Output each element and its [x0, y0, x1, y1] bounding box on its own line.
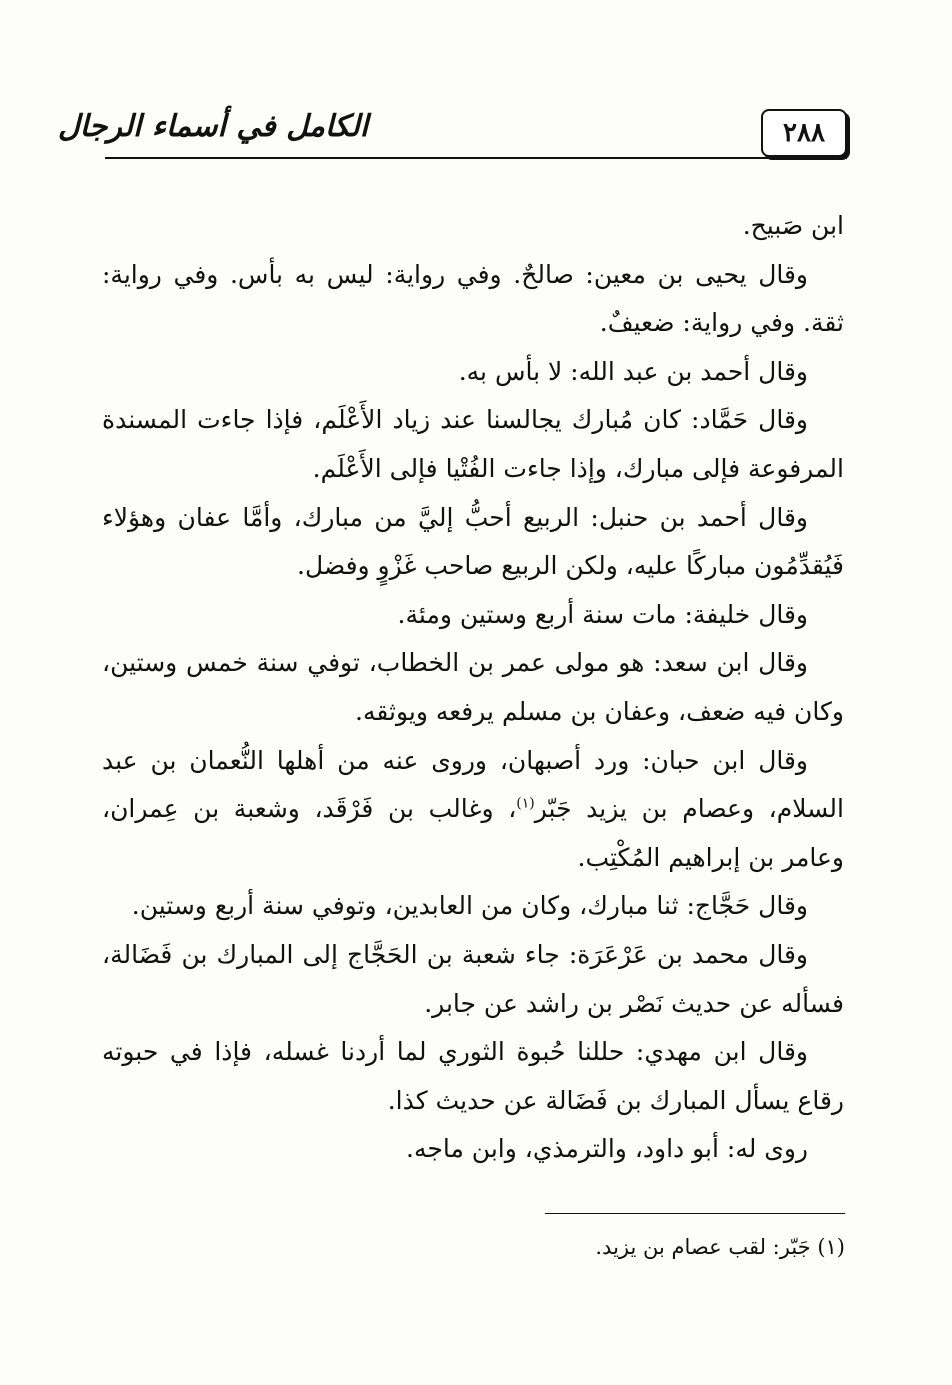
paragraph-3: وقال أحمد بن عبد الله: لا بأس به.: [458, 356, 808, 386]
body-text: [102, 202, 844, 1174]
paragraph-8: [102, 737, 844, 883]
paragraph-2: وقال يحيى بن معين: صالحٌ. وفي رواية: ليس به بأس. وفي رواية: ثقة. وفي رواية: ضعيفٌ.: [102, 259, 844, 338]
paragraph-12: روى له: أبو داود، والترمذي، وابن ماجه.: [406, 1134, 808, 1164]
page-number: ٢٨٨: [761, 109, 847, 157]
paragraph-4: وقال حَمَّاد: كان مُبارك يجالسنا عند زياد الأَعْلَم، فإذا جاءت المسندة المرفوعة فإلى مبارك، وإذا جاءت الفُتْيا فإلى الأَعْلَم.: [102, 405, 844, 483]
footnote-rule: [545, 1213, 845, 1214]
paragraph-10: وقال محمد بن عَرْعَرَة: جاء شعبة بن الحَجَّاج إلى المبارك بن فَضَالة، فسأله عن حديث نَصْر بن راشد عن جابر.: [102, 939, 844, 1018]
paragraph-7: وقال ابن سعد: هو مولى عمر بن الخطاب، توفي سنة خمس وستين، وكان فيه ضعف، وعفان بن مسلم يرفعه ويوثقه.: [102, 648, 844, 726]
header-rule: [105, 157, 847, 159]
running-title: الكامل في أسماء الرجال: [57, 108, 369, 144]
paragraph-6: وقال خليفة: مات سنة أربع وستين ومئة.: [397, 599, 808, 629]
paragraph-9: وقال حَجَّاج: ثنا مبارك، وكان من العابدين، وتوفي سنة أربع وستين.: [131, 891, 808, 921]
paragraph-11: وقال ابن مهدي: حللنا حُبوة الثوري لما أردنا غسله، فإذا في حبوته رقاع يسأل المبارك بن فَضَالة عن حديث كذا.: [102, 1037, 844, 1115]
footnote-reference[interactable]: (١): [516, 795, 535, 812]
paragraph-8-part-1: وقال ابن حبان: ورد أصبهان، وروى عنه من أهلها النُّعمان بن عبد السلام، وعصام بن يزيد جَبّر: [102, 745, 844, 824]
paragraph-5: وقال أحمد بن حنبل: الربيع أحبُّ إليَّ من مبارك، وأمَّا عفان وهؤلاء فَيُقدِّمُون مباركًا عليه، ولكن الربيع صاحب غَزْوٍ وفضل.: [102, 502, 844, 581]
paragraph-1: ابن صَبيح.: [742, 211, 844, 240]
page-header: [57, 95, 847, 165]
footnote: (١) جَبّر: لقب عصام بن يزيد.: [595, 1235, 845, 1259]
paragraph-8-part-2: ، وغالب بن فَرْقَد، وشعبة بن عِمران، وعامر بن إبراهيم المُكْتِب.: [102, 794, 844, 872]
